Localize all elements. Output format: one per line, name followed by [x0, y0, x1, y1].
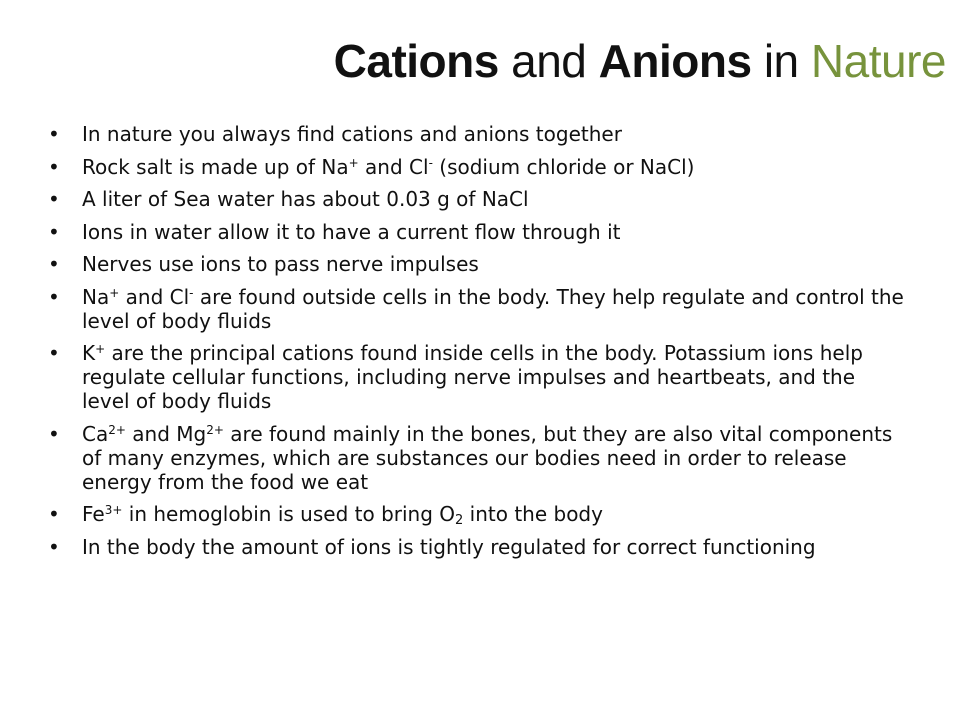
bullet-text: in hemoglobin is used to bring O	[122, 502, 456, 526]
bullet-dot: •	[48, 534, 60, 559]
superscript-charge: 3+	[104, 503, 123, 517]
title-word-and: and	[498, 35, 599, 87]
bullet-item	[48, 252, 908, 276]
superscript-charge: +	[109, 285, 120, 300]
bullet-item	[48, 187, 908, 211]
bullet-list	[48, 122, 908, 567]
bullet-text: and Cl	[358, 154, 429, 179]
slide-title	[334, 34, 946, 88]
bullet-text: Na	[82, 284, 110, 309]
bullet-dot: •	[48, 219, 60, 244]
bullet-item	[48, 535, 908, 559]
bullet-item	[48, 122, 908, 146]
bullet-text: In nature you always find cations and anions together	[82, 122, 622, 146]
bullet-item	[48, 220, 908, 244]
bullet-text: and Mg	[125, 421, 207, 446]
bullet-dot: •	[48, 341, 60, 365]
bullet-dot: •	[48, 154, 60, 179]
bullet-dot: •	[48, 187, 60, 211]
bullet-text: are found mainly in the bones, but they are also vital components of many enzymes, which are substances our bodies need in order to release energy from the food we eat	[82, 421, 893, 494]
bullet-dot: •	[48, 284, 60, 309]
title-word-anions: Anions	[598, 35, 752, 87]
bullet-text: K	[82, 341, 96, 365]
title-word-nature: Nature	[810, 35, 946, 87]
superscript-charge: -	[428, 155, 433, 170]
bullet-dot: •	[48, 421, 60, 446]
title-word-in: in	[751, 35, 811, 87]
bullet-text: Nerves use ions to pass nerve impulses	[82, 252, 479, 276]
bullet-item	[48, 285, 908, 333]
bullet-item	[48, 155, 908, 179]
bullet-text: Ca	[82, 421, 109, 446]
bullet-text: In the body the amount of ions is tightly regulated for correct functioning	[82, 534, 816, 559]
bullet-text: Ions in water allow it to have a current flow through it	[82, 219, 621, 244]
superscript-charge: 2+	[206, 422, 224, 437]
superscript-charge: +	[95, 342, 106, 356]
bullet-text: A liter of Sea water has about 0.03 g of NaCl	[82, 187, 529, 211]
bullet-item	[48, 502, 908, 526]
bullet-text: Rock salt is made up of Na	[82, 154, 349, 179]
bullet-item	[48, 422, 908, 494]
bullet-dot: •	[48, 122, 60, 146]
superscript-charge: -	[189, 285, 194, 300]
bullet-text: Fe	[82, 502, 105, 526]
bullet-text: are found outside cells in the body. They help regulate and control the level of body fluids	[82, 284, 904, 333]
bullet-text: (sodium chloride or NaCl)	[432, 154, 695, 179]
bullet-dot: •	[48, 252, 60, 276]
bullet-text: and Cl	[119, 284, 190, 309]
superscript-charge: 2+	[108, 422, 126, 437]
title-word-cations: Cations	[333, 35, 499, 87]
bullet-item	[48, 341, 908, 413]
subscript-count: 2	[455, 513, 464, 528]
bullet-text: are the principal cations found inside cells in the body. Potassium ions help regulate cellular functions, including nerve impulses and heartbeats, and the level of body fluids	[82, 341, 863, 413]
bullet-text: into the body	[463, 502, 603, 526]
superscript-charge: +	[348, 155, 359, 170]
bullet-dot: •	[48, 502, 60, 526]
